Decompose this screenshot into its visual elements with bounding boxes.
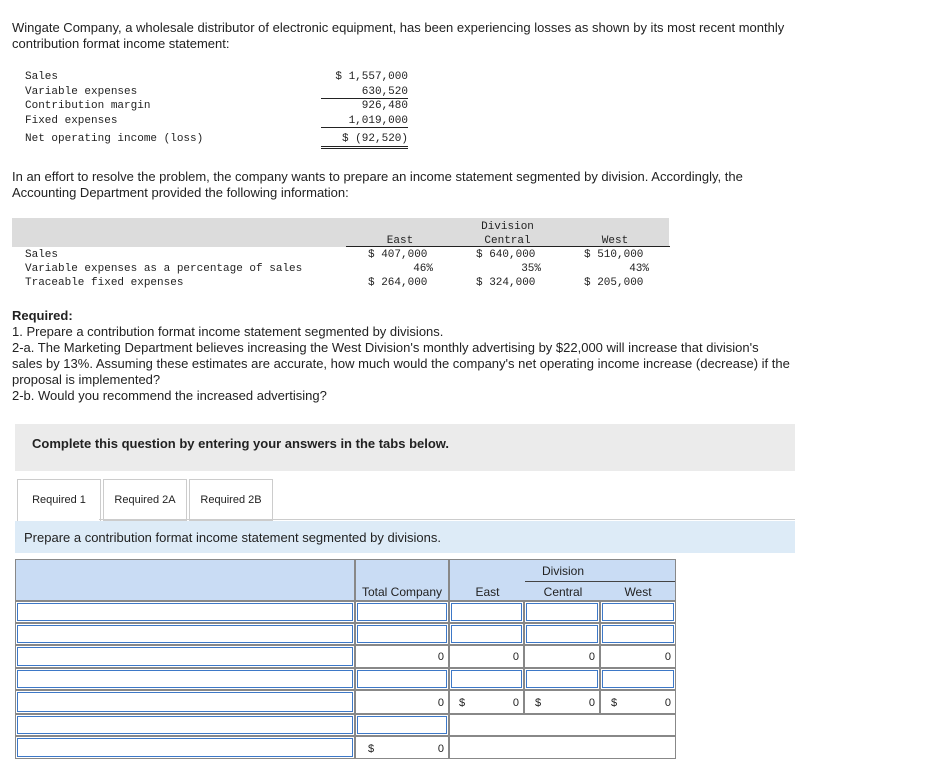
row6-blank-cell: [449, 714, 676, 736]
statement-label-noi: Net operating income (loss): [25, 133, 204, 145]
row1-label-input[interactable]: [17, 603, 353, 621]
row7-total-value: 0: [437, 743, 444, 755]
division-east-sales: $ 407,000: [368, 249, 428, 261]
required-line-4: proposal is implemented?: [12, 372, 161, 387]
statement-label-variable: Variable expenses: [25, 86, 138, 98]
intro-text: [12, 20, 912, 52]
required-section: [12, 308, 922, 404]
row3-west-cell: [600, 645, 676, 668]
tab-required-2b[interactable]: Required 2B: [189, 479, 273, 521]
statement-label-cm: Contribution margin: [25, 100, 151, 112]
division-col-central: Central: [484, 235, 531, 247]
division-west-variable: 43%: [629, 263, 649, 275]
row1-central-input[interactable]: [526, 603, 598, 621]
row6-label-input[interactable]: [17, 716, 353, 734]
row4-west-input[interactable]: [602, 670, 674, 688]
division-west-sales: $ 510,000: [584, 249, 644, 261]
intro-line-1: Wingate Company, a wholesale distributor of electronic equipment, has been experiencing losses as shown by its most recent monthly: [12, 20, 785, 35]
required-line-3: sales by 13%. Assuming these estimates are accurate, how much would the company's net operating income increase (decrease) if the: [12, 356, 790, 371]
effort-line-1: In an effort to resolve the problem, the company wants to prepare an income statement segmented by division. Accordingly, the: [12, 169, 743, 184]
tab-required-2a[interactable]: Required 2A: [103, 479, 187, 521]
row6-total-input[interactable]: [357, 716, 447, 734]
row3-east-cell: [449, 645, 524, 668]
row3-east-value: 0: [512, 651, 519, 663]
statement-label-sales: Sales: [25, 71, 59, 83]
row2-east-input[interactable]: [451, 625, 522, 643]
row5-west-dollar: $: [611, 697, 618, 709]
row4-central-input[interactable]: [526, 670, 598, 688]
tab-strip-rule: [99, 519, 795, 520]
answer-total-header: [355, 559, 449, 601]
header-east: East: [475, 585, 500, 599]
prepare-text: Prepare a contribution format income statement segmented by divisions.: [24, 530, 441, 545]
row1-east-input[interactable]: [451, 603, 522, 621]
required-line-2: 2-a. The Marketing Department believes increasing the West Division's monthly advertising by $22,000 will increase that division's: [12, 340, 759, 355]
intro-line-2: contribution format income statement:: [12, 36, 230, 51]
statement-label-fixed: Fixed expenses: [25, 115, 118, 127]
row7-blank-cell: [449, 736, 676, 759]
division-east-fixed: $ 264,000: [368, 277, 428, 289]
division-west-fixed: $ 205,000: [584, 277, 644, 289]
required-line-5: 2-b. Would you recommend the increased advertising?: [12, 388, 327, 403]
row7-total-dollar: $: [368, 743, 375, 755]
row2-central-input[interactable]: [526, 625, 598, 643]
statement-value-variable: 630,520: [321, 85, 408, 99]
row5-central-cell: [524, 690, 600, 714]
row3-total-value: 0: [437, 651, 444, 663]
row4-label-input[interactable]: [17, 670, 353, 688]
row7-total-cell: [355, 736, 449, 759]
row3-west-value: 0: [664, 651, 671, 663]
header-division-rule: [525, 581, 675, 582]
row2-west-input[interactable]: [602, 625, 674, 643]
row5-label-input[interactable]: [17, 692, 353, 712]
division-central-sales: $ 640,000: [476, 249, 536, 261]
row7-label-input[interactable]: [17, 738, 353, 757]
row5-central-value: 0: [588, 697, 595, 709]
row3-label-input[interactable]: [17, 647, 353, 666]
row1-west-input[interactable]: [602, 603, 674, 621]
income-statement: [25, 70, 425, 150]
division-col-west: West: [601, 235, 629, 247]
statement-value-fixed: 1,019,000: [321, 114, 408, 128]
header-west: West: [624, 585, 652, 599]
instructions-text: Complete this question by entering your answers in the tabs below.: [32, 436, 450, 451]
division-row-sales-label: Sales: [25, 249, 59, 261]
row1-total-input[interactable]: [357, 603, 447, 621]
division-col-east: East: [386, 235, 414, 247]
row5-east-cell: [449, 690, 524, 714]
row2-total-input[interactable]: [357, 625, 447, 643]
statement-value-noi: $ (92,520): [321, 132, 408, 149]
row4-east-input[interactable]: [451, 670, 522, 688]
division-table-header-bg: [12, 218, 669, 247]
answer-label-header: [15, 559, 355, 601]
division-east-variable: 46%: [413, 263, 433, 275]
row3-central-cell: [524, 645, 600, 668]
statement-value-cm: 926,480: [361, 100, 408, 112]
row5-total-value: 0: [437, 697, 444, 709]
division-central-variable: 35%: [521, 263, 541, 275]
prepare-banner: [15, 521, 795, 553]
division-group-label: Division: [481, 221, 534, 233]
row4-total-input[interactable]: [357, 670, 447, 688]
row5-central-dollar: $: [535, 697, 542, 709]
row5-west-cell: [600, 690, 676, 714]
statement-value-sales: $ 1,557,000: [335, 71, 408, 83]
header-total-company: Total Company: [361, 585, 443, 599]
division-row-fixed-label: Traceable fixed expenses: [25, 277, 184, 289]
required-title: Required:: [12, 308, 73, 323]
row5-total-cell: [355, 690, 449, 714]
row5-east-dollar: $: [459, 697, 466, 709]
required-line-1: 1. Prepare a contribution format income statement segmented by divisions.: [12, 324, 444, 339]
row3-total-cell: [355, 645, 449, 668]
row5-east-value: 0: [512, 697, 519, 709]
effort-line-2: Accounting Department provided the following information:: [12, 185, 349, 200]
header-central: Central: [543, 585, 583, 599]
row3-central-value: 0: [588, 651, 595, 663]
tab-required-1[interactable]: Required 1: [17, 479, 101, 521]
instructions-box: [15, 424, 795, 471]
division-central-fixed: $ 324,000: [476, 277, 536, 289]
division-row-variable-label: Variable expenses as a percentage of sales: [25, 263, 303, 275]
row5-west-value: 0: [664, 697, 671, 709]
header-division: Division: [541, 564, 584, 578]
answer-division-header: [449, 559, 676, 601]
effort-text: [12, 169, 912, 201]
row2-label-input[interactable]: [17, 625, 353, 643]
